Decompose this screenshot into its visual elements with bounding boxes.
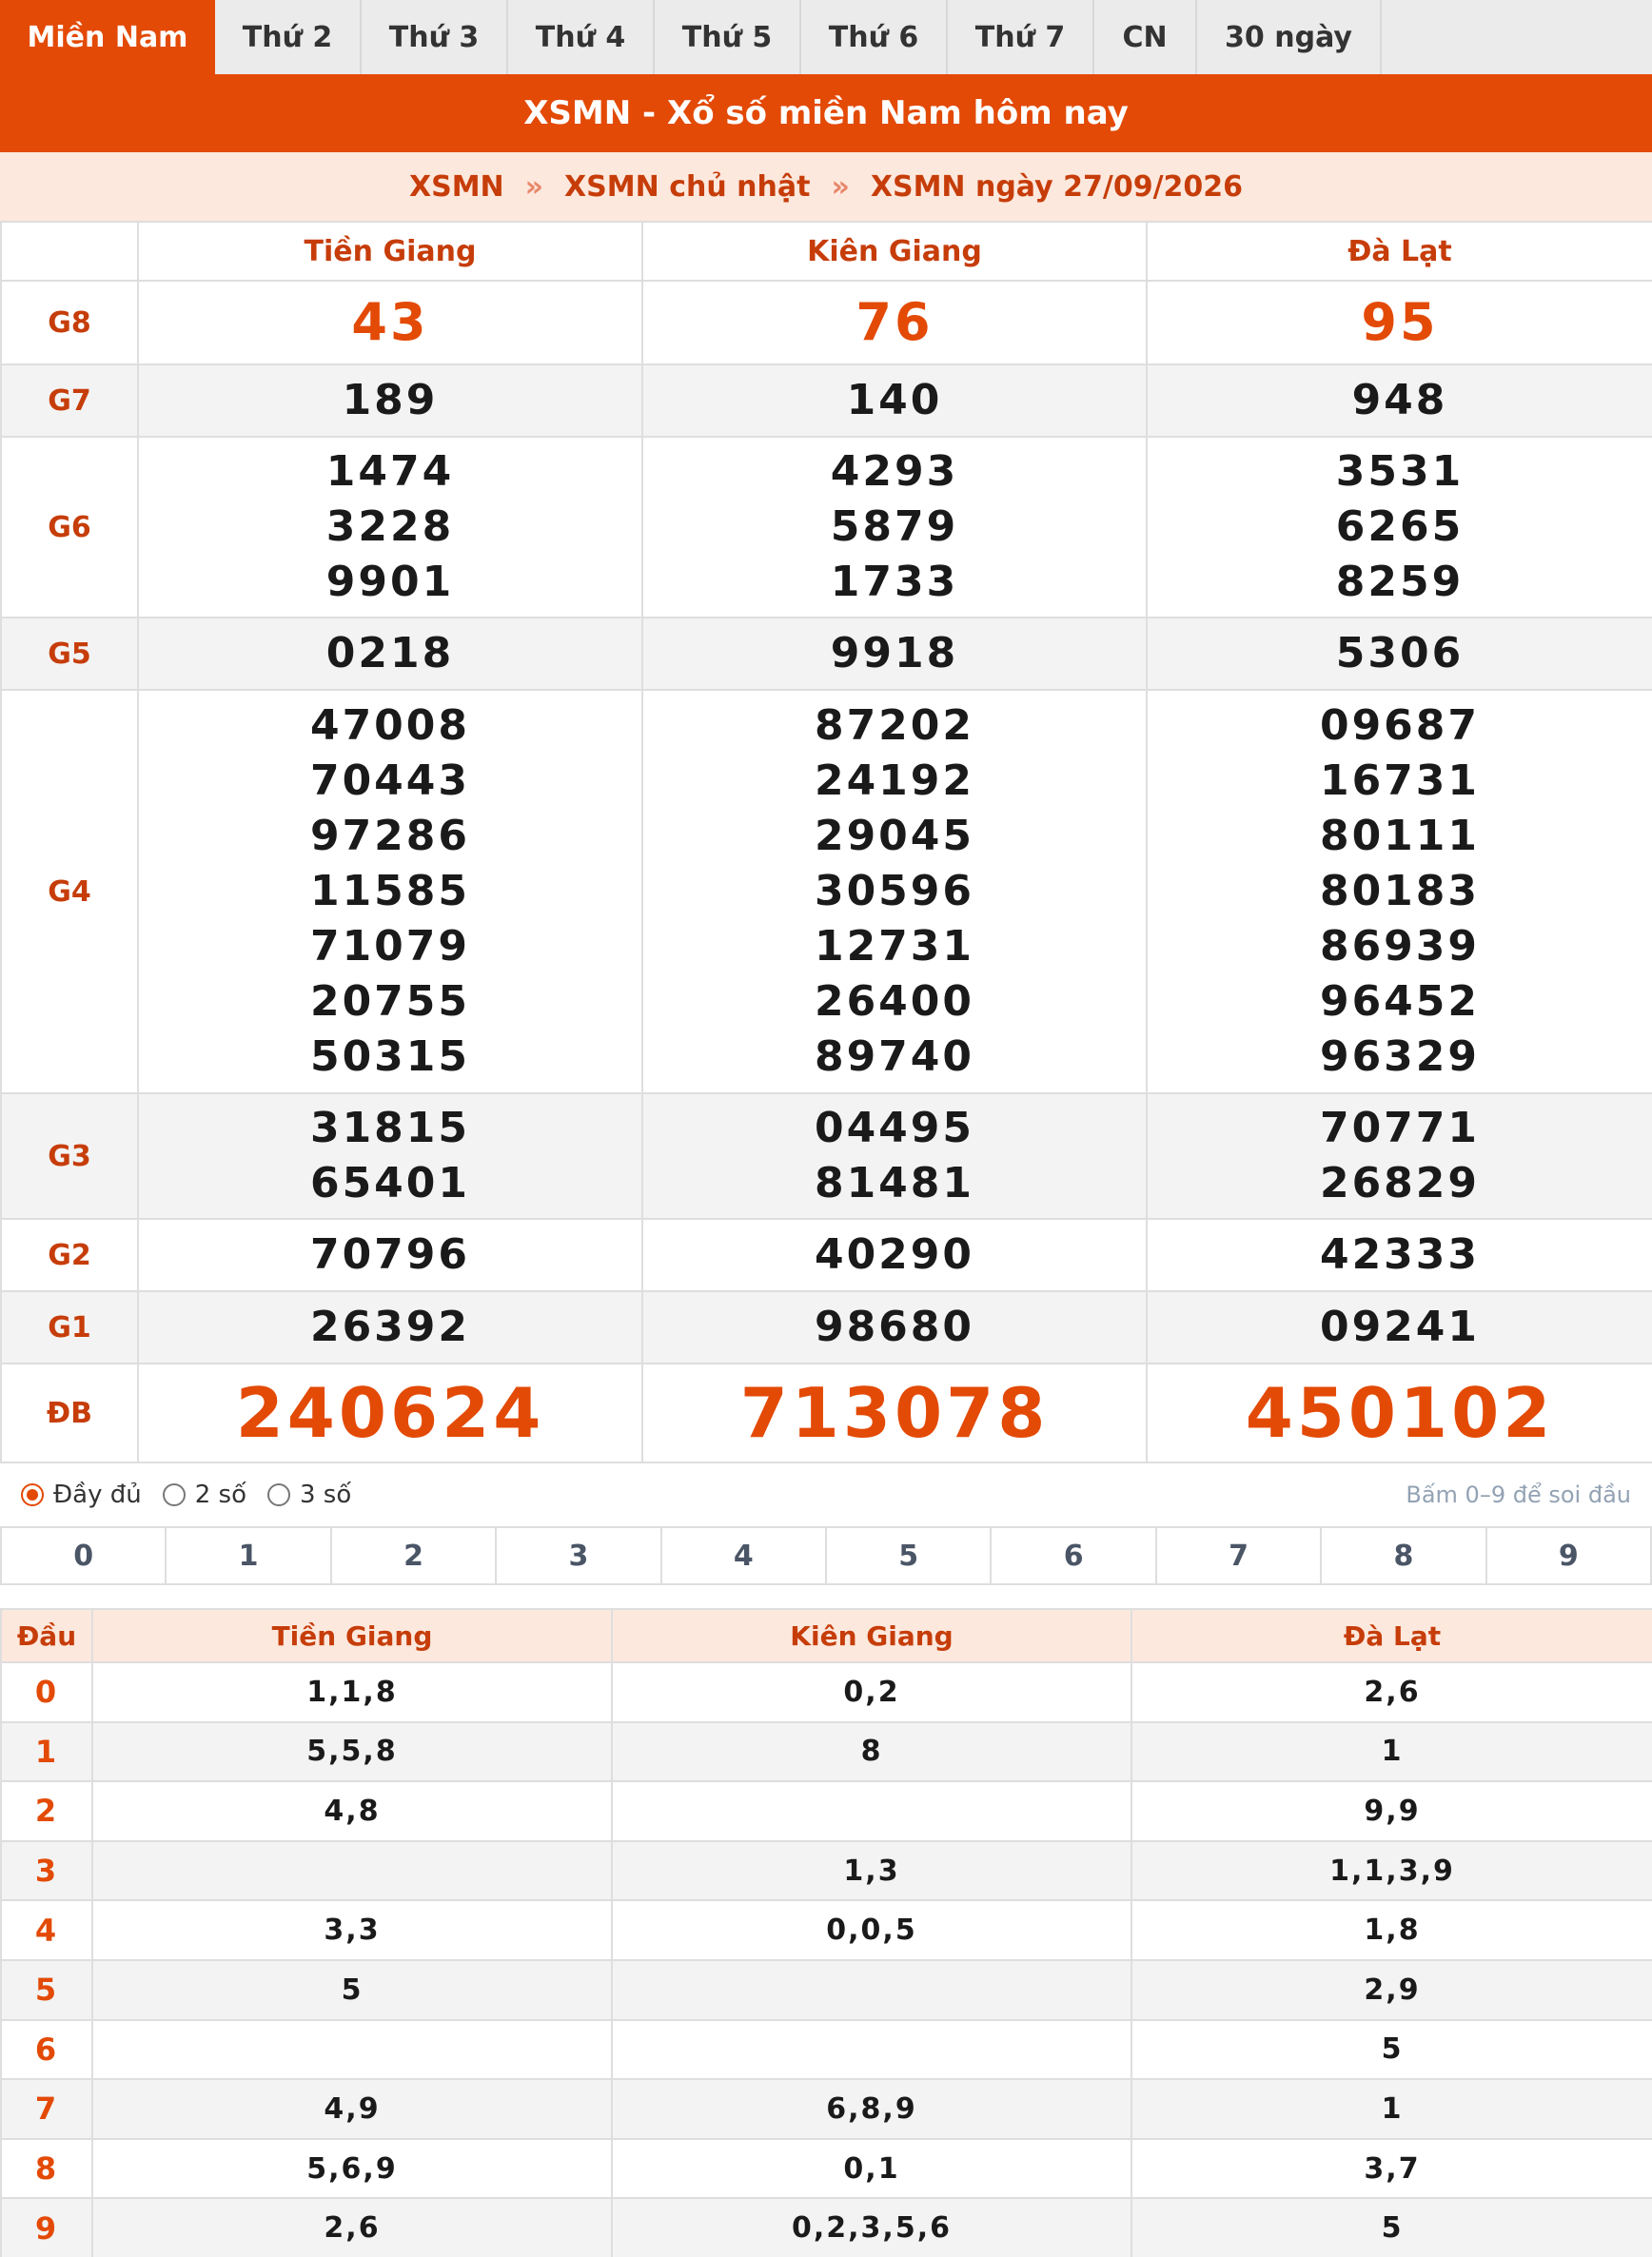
loto-tail-cell: 1 bbox=[1131, 1722, 1652, 1782]
prize-number: 50315 bbox=[309, 1032, 471, 1081]
prize-number: 6265 bbox=[1335, 502, 1465, 551]
prize-number: 81481 bbox=[814, 1159, 975, 1207]
prize-number: 5879 bbox=[830, 502, 959, 551]
digit-button-4[interactable]: 4 bbox=[662, 1528, 827, 1583]
option-full[interactable] bbox=[21, 1481, 142, 1509]
spacer bbox=[0, 1585, 1652, 1608]
loto-row bbox=[1, 1722, 1652, 1782]
prize-row bbox=[1, 281, 1652, 364]
loto-tail-cell: 5 bbox=[1131, 2198, 1652, 2257]
loto-head-table bbox=[0, 1608, 1652, 2257]
loto-row bbox=[1, 1781, 1652, 1841]
prize-number: 189 bbox=[342, 376, 439, 424]
prize-number: 3228 bbox=[325, 502, 455, 551]
loto-row bbox=[1, 1900, 1652, 1960]
prize-number: 98680 bbox=[814, 1303, 975, 1351]
loto-header-row bbox=[1, 1609, 1652, 1662]
tab-day-1[interactable]: Thứ 2 bbox=[215, 0, 362, 74]
prize-number: 30596 bbox=[814, 867, 975, 915]
prize-label: G6 bbox=[1, 437, 138, 618]
prize-number: 76 bbox=[856, 292, 934, 352]
prize-cell bbox=[1147, 1364, 1652, 1462]
prize-row bbox=[1, 1219, 1652, 1291]
prize-number: 70771 bbox=[1319, 1104, 1481, 1152]
loto-tail-cell bbox=[612, 1960, 1131, 2020]
prize-number: 70796 bbox=[309, 1230, 471, 1279]
prize-number: 71079 bbox=[309, 922, 471, 971]
loto-tail-cell: 3,3 bbox=[92, 1900, 612, 1960]
breadcrumb-xsmn-date[interactable]: XSMN ngày 27/09/2026 bbox=[870, 169, 1244, 204]
prize-number: 0218 bbox=[325, 629, 455, 677]
prize-number: 96452 bbox=[1319, 977, 1481, 1026]
loto-tail-cell: 5,6,9 bbox=[92, 2139, 612, 2199]
prize-label: G1 bbox=[1, 1291, 138, 1364]
prize-row bbox=[1, 1093, 1652, 1219]
digit-button-1[interactable]: 1 bbox=[167, 1528, 331, 1583]
prize-number: 1733 bbox=[830, 558, 959, 606]
prize-number: 8259 bbox=[1335, 558, 1465, 606]
prize-cell bbox=[642, 1219, 1147, 1291]
digit-button-5[interactable]: 5 bbox=[827, 1528, 992, 1583]
prize-label: G7 bbox=[1, 364, 138, 437]
prize-number: 89740 bbox=[814, 1032, 975, 1081]
loto-row bbox=[1, 2020, 1652, 2080]
loto-head-digit: 7 bbox=[1, 2079, 92, 2139]
option-label: 3 số bbox=[299, 1481, 352, 1509]
prize-number: 09241 bbox=[1319, 1303, 1481, 1351]
loto-head-digit: 3 bbox=[1, 1841, 92, 1901]
prize-number: 96329 bbox=[1319, 1032, 1481, 1081]
breadcrumb-separator: » bbox=[831, 169, 850, 204]
loto-tail-cell: 1 bbox=[1131, 2079, 1652, 2139]
loto-tail-cell bbox=[612, 2020, 1131, 2080]
prize-number: 87202 bbox=[814, 701, 975, 750]
prize-cell bbox=[1147, 437, 1652, 618]
prize-row bbox=[1, 437, 1652, 618]
digit-button-8[interactable]: 8 bbox=[1322, 1528, 1486, 1583]
prize-cell bbox=[642, 281, 1147, 364]
prize-cell bbox=[1147, 618, 1652, 690]
prize-cell bbox=[642, 437, 1147, 618]
prize-number: 86939 bbox=[1319, 922, 1481, 971]
prize-cell bbox=[138, 1291, 642, 1364]
prize-row bbox=[1, 618, 1652, 690]
digit-filter bbox=[0, 1526, 1652, 1585]
prize-cell bbox=[1147, 281, 1652, 364]
breadcrumb-xsmn-sunday[interactable]: XSMN chủ nhật bbox=[564, 169, 811, 204]
prize-cell bbox=[138, 618, 642, 690]
prize-cell bbox=[642, 1093, 1147, 1219]
breadcrumb bbox=[0, 152, 1652, 221]
prize-cell bbox=[642, 364, 1147, 437]
tab-day-2[interactable]: Thứ 3 bbox=[362, 0, 508, 74]
breadcrumb-separator: » bbox=[524, 169, 544, 204]
prize-number: 47008 bbox=[309, 701, 471, 750]
results-header-row bbox=[1, 222, 1652, 281]
option-label: Đầy đủ bbox=[53, 1481, 142, 1509]
prize-number: 713078 bbox=[739, 1373, 1050, 1453]
prize-number: 4293 bbox=[830, 447, 959, 496]
prize-number: 70443 bbox=[309, 756, 471, 805]
prize-row bbox=[1, 1291, 1652, 1364]
prize-cell bbox=[642, 690, 1147, 1093]
province-header: Đà Lạt bbox=[1131, 1609, 1652, 1662]
loto-head-digit: 6 bbox=[1, 2020, 92, 2080]
page-title bbox=[0, 74, 1652, 152]
loto-head-digit: 2 bbox=[1, 1781, 92, 1841]
digit-button-6[interactable]: 6 bbox=[992, 1528, 1156, 1583]
loto-tail-cell: 4,8 bbox=[92, 1781, 612, 1841]
province-header: Tiền Giang bbox=[138, 222, 642, 281]
display-options bbox=[0, 1463, 1652, 1526]
prize-cell bbox=[138, 364, 642, 437]
prize-number: 12731 bbox=[814, 922, 975, 971]
prize-row bbox=[1, 364, 1652, 437]
prize-cell bbox=[642, 1291, 1147, 1364]
prize-cell bbox=[138, 281, 642, 364]
loto-tail-cell: 0,2,3,5,6 bbox=[612, 2198, 1131, 2257]
prize-number: 31815 bbox=[309, 1104, 471, 1152]
prize-number: 43 bbox=[351, 292, 429, 352]
loto-tail-cell: 1,1,3,9 bbox=[1131, 1841, 1652, 1901]
loto-row bbox=[1, 2139, 1652, 2199]
results-table bbox=[0, 221, 1652, 1463]
loto-tail-cell: 0,0,5 bbox=[612, 1900, 1131, 1960]
digit-button-0[interactable]: 0 bbox=[2, 1528, 167, 1583]
option-label: 2 số bbox=[194, 1481, 246, 1509]
tab-day-7[interactable]: CN bbox=[1094, 0, 1197, 74]
radio-button[interactable] bbox=[21, 1483, 44, 1506]
radio-button[interactable] bbox=[267, 1483, 290, 1506]
prize-number: 29045 bbox=[814, 812, 975, 860]
loto-row bbox=[1, 2079, 1652, 2139]
prize-number: 20755 bbox=[309, 977, 471, 1026]
loto-row bbox=[1, 2198, 1652, 2257]
prize-column-header bbox=[1, 222, 138, 281]
province-header: Kiên Giang bbox=[612, 1609, 1131, 1662]
prize-cell bbox=[1147, 1219, 1652, 1291]
prize-number: 450102 bbox=[1245, 1373, 1555, 1453]
prize-cell bbox=[138, 1219, 642, 1291]
tab-day-5[interactable]: Thứ 6 bbox=[801, 0, 948, 74]
loto-tail-cell bbox=[92, 1841, 612, 1901]
prize-cell bbox=[1147, 364, 1652, 437]
breadcrumb-xsmn[interactable]: XSMN bbox=[408, 169, 504, 204]
tab-day-4[interactable]: Thứ 5 bbox=[655, 0, 801, 74]
digit-button-7[interactable]: 7 bbox=[1157, 1528, 1322, 1583]
prize-label: G4 bbox=[1, 690, 138, 1093]
prize-label: G5 bbox=[1, 618, 138, 690]
prize-number: 42333 bbox=[1319, 1230, 1481, 1279]
prize-cell bbox=[138, 1093, 642, 1219]
prize-number: 26400 bbox=[814, 977, 975, 1026]
prize-cell bbox=[1147, 690, 1652, 1093]
loto-head-digit: 1 bbox=[1, 1722, 92, 1782]
prize-label: G3 bbox=[1, 1093, 138, 1219]
prize-cell bbox=[642, 618, 1147, 690]
digit-button-2[interactable]: 2 bbox=[332, 1528, 497, 1583]
loto-tail-cell: 2,6 bbox=[92, 2198, 612, 2257]
loto-tail-cell: 1,8 bbox=[1131, 1900, 1652, 1960]
loto-tail-cell: 0,2 bbox=[612, 1662, 1131, 1722]
prize-number: 9918 bbox=[830, 629, 959, 677]
prize-number: 11585 bbox=[309, 867, 471, 915]
prize-number: 1474 bbox=[325, 447, 455, 496]
prize-number: 09687 bbox=[1319, 701, 1481, 750]
prize-number: 948 bbox=[1351, 376, 1448, 424]
prize-row bbox=[1, 1364, 1652, 1462]
prize-number: 95 bbox=[1361, 292, 1439, 352]
prize-number: 140 bbox=[846, 376, 943, 424]
province-header: Kiên Giang bbox=[642, 222, 1147, 281]
province-header: Tiền Giang bbox=[92, 1609, 612, 1662]
loto-tail-cell: 1,1,8 bbox=[92, 1662, 612, 1722]
filter-hint: Bấm 0–9 để soi đầu bbox=[1406, 1482, 1631, 1508]
page-title-text: XSMN - Xổ số miền Nam hôm nay bbox=[523, 94, 1129, 132]
prize-number: 24192 bbox=[814, 756, 975, 805]
province-header: Đà Lạt bbox=[1147, 222, 1652, 281]
loto-tail-cell: 6,8,9 bbox=[612, 2079, 1131, 2139]
prize-number: 80183 bbox=[1319, 867, 1481, 915]
prize-cell bbox=[1147, 1093, 1652, 1219]
prize-number: 5306 bbox=[1335, 629, 1465, 677]
prize-number: 3531 bbox=[1335, 447, 1465, 496]
loto-tail-cell bbox=[612, 1781, 1131, 1841]
prize-number: 26392 bbox=[309, 1303, 471, 1351]
tab-mien-nam[interactable]: Miền Nam bbox=[0, 0, 215, 74]
loto-tail-cell: 2,6 bbox=[1131, 1662, 1652, 1722]
prize-number: 26829 bbox=[1319, 1159, 1481, 1207]
loto-tail-cell: 9,9 bbox=[1131, 1781, 1652, 1841]
prize-number: 16731 bbox=[1319, 756, 1481, 805]
tab-day-6[interactable]: Thứ 7 bbox=[948, 0, 1094, 74]
prize-number: 04495 bbox=[814, 1104, 975, 1152]
prize-label: ĐB bbox=[1, 1364, 138, 1462]
loto-tail-cell bbox=[92, 2020, 612, 2080]
option-3-digit[interactable] bbox=[267, 1481, 351, 1509]
digit-button-3[interactable]: 3 bbox=[497, 1528, 661, 1583]
prize-cell bbox=[138, 1364, 642, 1462]
prize-cell bbox=[138, 690, 642, 1093]
prize-cell bbox=[138, 437, 642, 618]
loto-head-label: Đầu bbox=[1, 1609, 92, 1662]
loto-tail-cell: 5,5,8 bbox=[92, 1722, 612, 1782]
prize-label: G8 bbox=[1, 281, 138, 364]
tab-day-3[interactable]: Thứ 4 bbox=[508, 0, 655, 74]
loto-tail-cell: 5 bbox=[1131, 2020, 1652, 2080]
loto-tail-cell: 8 bbox=[612, 1722, 1131, 1782]
loto-head-digit: 8 bbox=[1, 2139, 92, 2199]
prize-number: 9901 bbox=[325, 558, 455, 606]
prize-number: 40290 bbox=[814, 1230, 975, 1279]
loto-tail-cell: 3,7 bbox=[1131, 2139, 1652, 2199]
prize-number: 97286 bbox=[309, 812, 471, 860]
radio-button[interactable] bbox=[163, 1483, 186, 1506]
loto-tail-cell: 0,1 bbox=[612, 2139, 1131, 2199]
loto-head-digit: 5 bbox=[1, 1960, 92, 2020]
option-2-digit[interactable] bbox=[163, 1481, 246, 1509]
loto-head-digit: 4 bbox=[1, 1900, 92, 1960]
day-tabs bbox=[0, 0, 1652, 74]
tab-day-8[interactable]: 30 ngày bbox=[1197, 0, 1382, 74]
prize-label: G2 bbox=[1, 1219, 138, 1291]
loto-tail-cell: 1,3 bbox=[612, 1841, 1131, 1901]
prize-cell bbox=[1147, 1291, 1652, 1364]
loto-head-digit: 0 bbox=[1, 1662, 92, 1722]
prize-number: 80111 bbox=[1319, 812, 1481, 860]
loto-tail-cell: 2,9 bbox=[1131, 1960, 1652, 2020]
prize-number: 65401 bbox=[309, 1159, 471, 1207]
loto-row bbox=[1, 1960, 1652, 2020]
prize-cell bbox=[642, 1364, 1147, 1462]
loto-tail-cell: 4,9 bbox=[92, 2079, 612, 2139]
digit-button-9[interactable]: 9 bbox=[1558, 1539, 1579, 1573]
loto-row bbox=[1, 1841, 1652, 1901]
prize-row bbox=[1, 690, 1652, 1093]
loto-head-digit: 9 bbox=[1, 2198, 92, 2257]
loto-tail-cell: 5 bbox=[92, 1960, 612, 2020]
prize-number: 240624 bbox=[235, 1373, 545, 1453]
loto-row bbox=[1, 1662, 1652, 1722]
